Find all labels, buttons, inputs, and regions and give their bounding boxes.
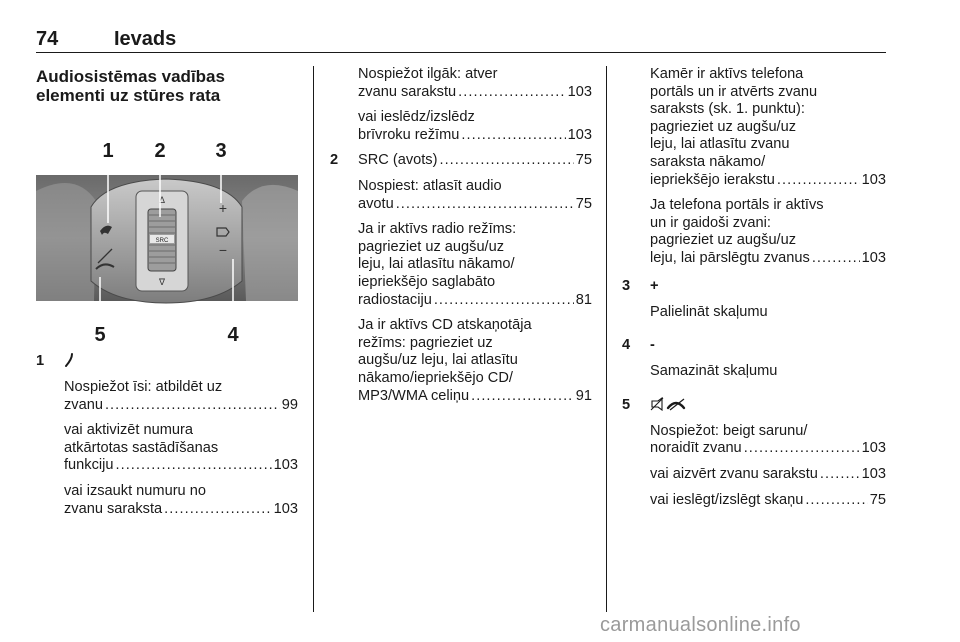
item-1 [36,353,298,518]
entry-phone-portal-list: Kamēr ir aktīvs telefona portāls un ir atvērts zvanu saraksts (sk. 1. punktu): pagrieziet uz augšu/uz leju, lai atlasītu zvanu saraksta nākamo/ iepriekšējo ierakstu . . . 103 [650,66,886,189]
page-ref: 103 [861,171,886,188]
steering-wheel-controls-photo [36,131,298,343]
header-rule [36,52,886,53]
column-1 [36,64,298,518]
volume-down-text: Samazināt skaļumu [650,363,778,380]
svg-text:Δ: Δ [158,195,166,205]
entry-end-call: Nospiežot: beigt sarunu/ noraidīt zvanu . . . 103 [650,423,886,458]
callout-2: 2 [154,140,166,162]
page-ref: 75 [575,152,592,169]
src-label: SRC [155,238,169,244]
entry-handsfree: vai ieslēdz/izslēdz brīvroku režīmu . . . 103 [358,109,592,144]
page-ref: 75 [869,491,886,508]
page-ref: 81 [575,291,592,308]
item-number: 5 [622,396,631,413]
phone-icon [64,353,74,373]
volume-down-symbol: - [650,337,655,354]
callout-3: 3 [215,140,227,162]
entry-radio-mode: Ja ir aktīvs radio režīms: pagrieziet uz augšu/uz leju, lai atlasītu nākamo/ iepriekšējo saglabāto radiostaciju . . . 81 [358,221,592,309]
callout-5: 5 [94,324,106,343]
entry-close-call-list: vai aizvērt zvanu sarakstu . . . 103 [650,466,886,484]
volume-up-symbol: + [650,277,659,294]
item-number: 3 [622,277,631,294]
svg-text:∇: ∇ [158,277,166,287]
entry-redial: vai aktivizēt numura atkārtotas sastādīšanas funkciju . . . 103 [64,422,298,475]
item-number: 1 [36,353,45,369]
volume-up-text: Palielināt skaļumu [650,303,768,320]
entry-open-call-list: Nospiežot ilgāk: atver zvanu sarakstu . . . 103 [358,66,592,101]
page-ref: 75 [575,195,592,212]
page-header [36,28,886,52]
page-ref: 103 [273,457,298,474]
entry-src: SRC (avots) . . . 75 [358,152,592,170]
item-number: 4 [622,337,631,354]
item-number: 2 [330,152,339,169]
column-3 [622,64,886,509]
page-ref: 103 [861,440,886,457]
item-4 [622,337,886,381]
page-ref: 103 [567,83,592,100]
page-ref: 99 [281,396,298,413]
callout-4: 4 [227,324,239,343]
page-number: 74 [36,28,59,50]
page-ref: 103 [273,500,298,517]
item-5 [622,397,886,509]
item-3 [622,278,886,322]
column-divider-2 [606,66,607,612]
page-ref: 103 [861,249,886,266]
svg-text:+: + [218,200,228,216]
callout-1: 1 [102,140,114,162]
column-divider-1 [313,66,314,612]
column-2 [330,64,592,405]
watermark: carmanualsonline.info [600,614,801,636]
entry-answer-call: Nospiežot īsi: atbildēt uz zvanu . . . 99 [64,379,298,414]
section-title: Audiosistēmas vadības elementi uz stūres rata [36,67,225,105]
svg-text:−: − [218,242,228,258]
chapter-title: Ievads [114,28,177,50]
mute-hangup-icon [650,397,688,417]
entry-mute: vai ieslēgt/izslēgt skaņu . . . 75 [650,492,886,510]
page-ref: 103 [861,465,886,482]
entry-select-source: Nospiest: atlasīt audio avotu . . . 75 [358,178,592,213]
page-ref: 103 [567,126,592,143]
entry-cd-mode: Ja ir aktīvs CD atskaņotāja režīms: pagrieziet uz augšu/uz leju, lai atlasītu nākamo/iepriekšējo CD/ MP3/WMA celiņu . . . 91 [358,317,592,405]
page-ref: 91 [575,387,592,404]
steering-wheel-illustration [36,131,298,343]
item-2 [330,152,592,405]
entry-waiting-calls: Ja telefona portāls ir aktīvs un ir gaidoši zvani: pagrieziet uz augšu/uz leju, lai pārslēgtu zvanus . . . 103 [650,197,886,267]
entry-call-list: vai izsaukt numuru no zvanu saraksta . . . 103 [64,483,298,518]
